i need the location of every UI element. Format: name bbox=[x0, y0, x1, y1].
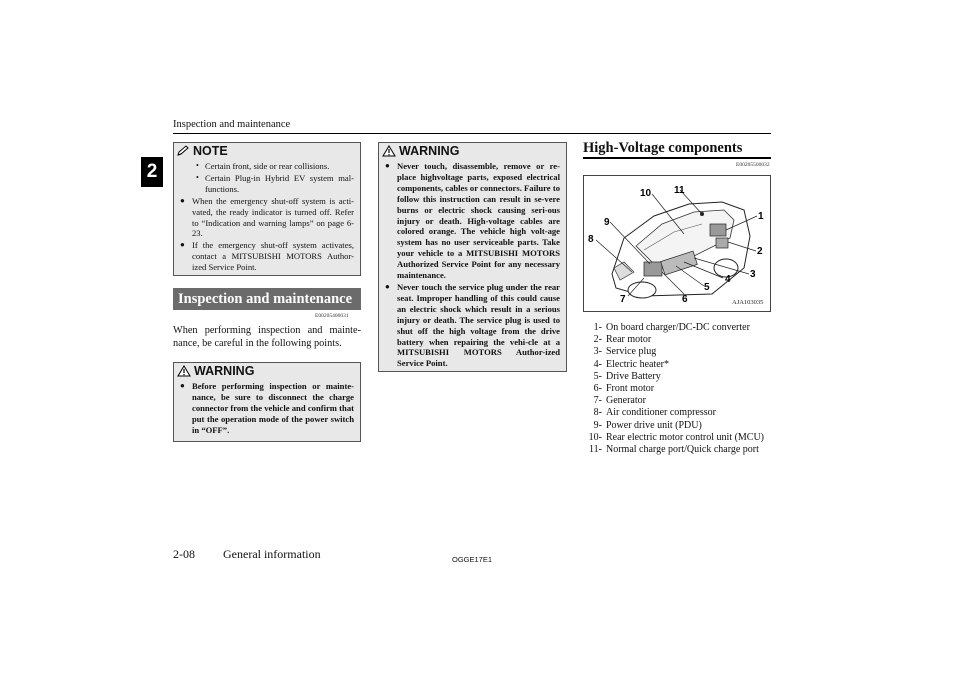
warning-title: WARNING bbox=[399, 143, 460, 158]
note-box bbox=[173, 142, 361, 276]
section-header: Inspection and maintenance bbox=[173, 119, 291, 130]
callout-2: 2 bbox=[757, 246, 763, 257]
footer-title: General information bbox=[223, 547, 321, 561]
legend-item: 7- Generator bbox=[593, 395, 646, 407]
warning-triangle-icon bbox=[382, 145, 396, 157]
hv-rule bbox=[583, 157, 771, 159]
callout-8: 8 bbox=[588, 234, 594, 245]
warning-box-middle bbox=[378, 142, 567, 372]
callout-9: 9 bbox=[604, 217, 610, 228]
component-legend bbox=[583, 322, 783, 456]
callout-7: 7 bbox=[620, 294, 626, 305]
note-pencil-icon bbox=[177, 145, 190, 156]
callout-4: 4 bbox=[725, 274, 731, 285]
callout-3: 3 bbox=[750, 269, 756, 280]
legend-item: 1- On board charger/DC-DC converter bbox=[593, 322, 750, 333]
legend-item: 10- Rear electric motor control unit (MCU) bbox=[588, 431, 765, 443]
callout-1: 1 bbox=[758, 211, 764, 222]
note-title: NOTE bbox=[193, 143, 228, 158]
legend-item: 3- Service plug bbox=[593, 346, 657, 358]
callout-6: 6 bbox=[682, 294, 688, 305]
section-banner: Inspection and maintenance bbox=[173, 288, 361, 310]
warning-bullet: ● Before performing inspection or mainte-nance, be sure to disconnect the charge connector from the vehicle and confirm that put the operation mode of the power switch in “OFF”. bbox=[180, 381, 354, 435]
header-rule bbox=[173, 133, 771, 134]
note-bullet: ● If the emergency shut-off system activates, contact a MITSUBISHI MOTORS Author-ized Service Point. bbox=[180, 240, 354, 273]
legend-item: 2- Rear motor bbox=[593, 334, 652, 346]
intro-paragraph: When performing inspection and mainte-nance, be careful in the following points. bbox=[173, 325, 361, 349]
note-sub-bullet: • Certain front, side or rear collisions. bbox=[196, 161, 330, 171]
hv-code: E00205500032 bbox=[736, 162, 770, 168]
callout-5: 5 bbox=[704, 282, 710, 293]
legend-item: 6- Front motor bbox=[593, 383, 655, 395]
section-code: E00205400031 bbox=[315, 313, 349, 319]
note-sub-bullet: • Certain Plug-in Hybrid EV system mal-functions. bbox=[196, 172, 354, 194]
warning-bullet: ● Never touch, disassemble, remove or re-place highvoltage parts, exposed electrical components, cables or connectors. Failure to follow this instruction can result in se-vere burns or electric shock causing seri-ous injury or death. High-voltage cables are colored orange. The vehicle high volt-age system has no user serviceable parts. Take your vehicle to a MITSUBISHI MOTORS Authorized Service Point for any necessary maintenance. bbox=[385, 161, 560, 281]
legend-item: 5- Drive Battery bbox=[593, 370, 661, 382]
warning-box-left bbox=[173, 362, 361, 442]
footer-page-number: 2-08 bbox=[173, 547, 195, 561]
legend-item: 11- Normal charge port/Quick charge port bbox=[589, 444, 759, 456]
note-header bbox=[174, 143, 360, 158]
footer-code: OGGE17E1 bbox=[452, 555, 493, 564]
legend-item: 9- Power drive unit (PDU) bbox=[593, 419, 702, 431]
warning-triangle-icon bbox=[177, 365, 191, 377]
legend-item: 8- Air conditioner compressor bbox=[593, 407, 716, 419]
warning-header bbox=[379, 143, 566, 158]
warning-header bbox=[174, 363, 360, 378]
callout-11: 11 bbox=[674, 185, 685, 196]
chapter-tab: 2 bbox=[141, 157, 163, 187]
figure-code: AJA103035 bbox=[732, 299, 764, 306]
hv-diagram bbox=[583, 175, 771, 312]
warning-bullet: ● Never touch the service plug under the rear seat. Improper handling of this could cause an electric shock which result in a serious injury or death. The service plug is used to shut off the high voltage from the drive battery when repairing the vehi-cle at a MITSUBISHI MOTORS Author-ized Service Point. bbox=[385, 281, 560, 369]
legend-item: 4- Electric heater* bbox=[593, 358, 670, 370]
car-illustration bbox=[584, 176, 770, 311]
note-bullet: ● When the emergency shut-off system is acti-vated, the ready indicator is turned off. Refer to “Indication and warning lamps” on page 6-23. bbox=[180, 195, 354, 239]
hv-title: High-Voltage components bbox=[583, 140, 743, 156]
warning-title: WARNING bbox=[194, 363, 255, 378]
callout-10: 10 bbox=[640, 188, 652, 199]
